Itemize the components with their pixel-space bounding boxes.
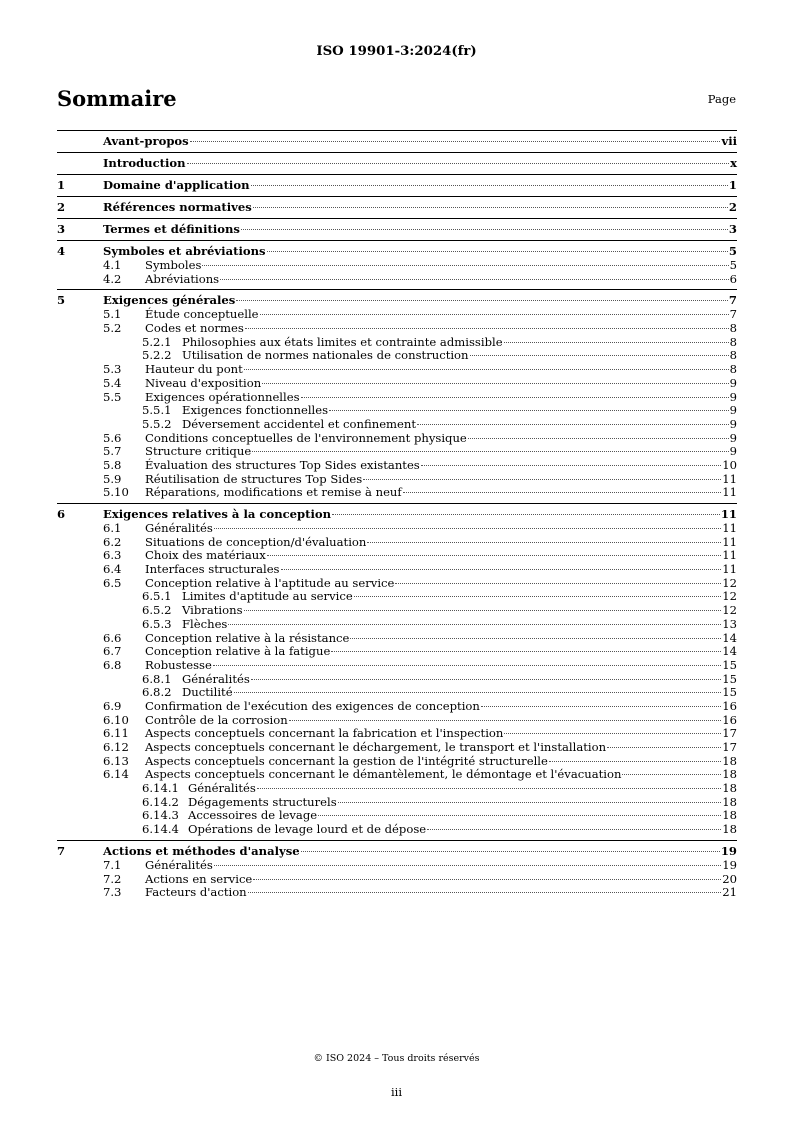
toc-entry-number: 6.1 bbox=[103, 521, 122, 535]
toc-entry[interactable] bbox=[57, 377, 737, 391]
toc-entry-number: 5.5.2 bbox=[142, 416, 172, 431]
toc-section bbox=[57, 240, 737, 289]
toc-entry-title: Introduction bbox=[103, 156, 186, 170]
toc-entry-number: 5.1 bbox=[103, 307, 122, 322]
toc-entry-page: 12 bbox=[722, 589, 737, 604]
dot-leader bbox=[214, 528, 721, 529]
toc-entry[interactable] bbox=[57, 873, 737, 887]
toc-entry-page: 14 bbox=[722, 630, 737, 645]
toc-entry[interactable] bbox=[57, 844, 737, 859]
toc-entry[interactable] bbox=[57, 673, 737, 687]
toc-entry[interactable] bbox=[57, 363, 737, 377]
toc-entry-number: 5 bbox=[57, 293, 66, 308]
toc-entry-number: 5.7 bbox=[103, 444, 122, 459]
dot-leader bbox=[367, 542, 721, 543]
toc-entry-page: 9 bbox=[729, 430, 737, 445]
toc-entry-title: Domaine d'application bbox=[103, 178, 250, 192]
toc-entry-page: 11 bbox=[720, 507, 737, 521]
toc-entry[interactable] bbox=[57, 156, 737, 171]
toc-entry[interactable] bbox=[57, 549, 737, 563]
toc-entry-page: 11 bbox=[722, 471, 737, 486]
toc-section bbox=[57, 174, 737, 196]
toc-entry-page: 6 bbox=[729, 271, 737, 286]
toc-entry-title: Aspects conceptuels concernant la gestion de l'intégrité structurelle bbox=[145, 753, 548, 768]
toc-entry-page: 18 bbox=[722, 794, 737, 809]
toc-entry-page: 8 bbox=[729, 334, 737, 349]
dot-leader bbox=[253, 207, 728, 208]
toc-entry[interactable] bbox=[57, 486, 737, 500]
toc-entry-title: Opérations de levage lourd et de dépose bbox=[188, 822, 427, 837]
toc-entry-page: 12 bbox=[722, 603, 737, 618]
toc-section bbox=[57, 289, 737, 503]
dot-leader bbox=[395, 583, 721, 584]
dot-leader bbox=[214, 865, 721, 866]
toc-entry-title: Références normatives bbox=[103, 200, 252, 214]
toc-entry-page: 17 bbox=[722, 726, 737, 741]
toc-entry-title: Exigences relatives à la conception bbox=[103, 507, 332, 521]
toc-entry-number: 3 bbox=[57, 222, 66, 236]
toc-entry-page: 2 bbox=[728, 200, 737, 214]
dot-leader bbox=[421, 465, 721, 466]
dot-leader bbox=[350, 638, 721, 639]
toc-entry-title: Avant-propos bbox=[103, 134, 189, 148]
toc-entry-number: 2 bbox=[57, 200, 66, 214]
toc-entry-title: Exigences opérationnelles bbox=[145, 389, 300, 404]
toc-entry-title: Généralités bbox=[145, 521, 213, 535]
toc-entry-number: 6.10 bbox=[103, 712, 129, 727]
toc-entry[interactable] bbox=[57, 418, 737, 432]
toc-entry-number: 5.2.2 bbox=[142, 348, 172, 363]
toc-entry-page: 1 bbox=[728, 178, 737, 192]
toc-entry-number: 6.12 bbox=[103, 740, 129, 754]
toc-entry-page: 18 bbox=[722, 808, 737, 823]
dot-leader bbox=[190, 141, 721, 142]
toc-entry-number: 6.14 bbox=[103, 767, 129, 782]
dot-leader bbox=[236, 300, 728, 301]
dot-leader bbox=[470, 355, 729, 356]
toc-entry-title: Généralités bbox=[145, 857, 213, 872]
toc-entry-title: Généralités bbox=[182, 671, 250, 686]
toc-entry-number: 5.6 bbox=[103, 430, 122, 445]
toc-entry-number: 6.5 bbox=[103, 575, 122, 590]
toc-entry[interactable] bbox=[57, 293, 737, 308]
toc-entry-title: Vibrations bbox=[182, 603, 243, 618]
dot-leader bbox=[301, 397, 729, 398]
toc-entry-title: Contrôle de la corrosion bbox=[145, 712, 288, 727]
toc-entry-title: Exigences fonctionnelles bbox=[182, 403, 329, 418]
toc-entry-page: vii bbox=[721, 134, 737, 148]
dot-leader bbox=[257, 788, 721, 789]
dot-leader bbox=[363, 479, 721, 480]
toc-entry-number: 6.5.3 bbox=[142, 616, 172, 631]
toc-entry[interactable] bbox=[57, 886, 737, 900]
toc-entry[interactable] bbox=[57, 336, 737, 350]
toc-entry-number: 5.2.1 bbox=[142, 334, 172, 349]
dot-leader bbox=[262, 383, 728, 384]
toc-entry-page: 18 bbox=[722, 822, 737, 837]
toc-entry-page: 11 bbox=[722, 534, 737, 549]
toc-entry[interactable] bbox=[57, 618, 737, 632]
toc-entry[interactable] bbox=[57, 244, 737, 259]
toc-entry-page: 5 bbox=[729, 258, 737, 272]
toc-entry-title: Aspects conceptuels concernant la fabrication et l'inspection bbox=[145, 726, 504, 741]
toc-entry-page: 18 bbox=[722, 753, 737, 768]
toc-entry[interactable] bbox=[57, 273, 737, 287]
toc-entry-number: 6.4 bbox=[103, 562, 122, 577]
dot-leader bbox=[301, 851, 720, 852]
toc-entry[interactable] bbox=[57, 859, 737, 873]
toc-entry-number: 6.11 bbox=[103, 726, 129, 741]
toc-entry-number: 6.5.1 bbox=[142, 589, 172, 604]
toc-entry-title: Exigences générales bbox=[103, 293, 236, 308]
toc-entry-title: Conception relative à la résistance bbox=[145, 630, 350, 645]
page-number: iii bbox=[390, 1085, 403, 1099]
toc-entry-title: Actions en service bbox=[145, 871, 253, 886]
toc-entry-page: 13 bbox=[722, 616, 737, 631]
toc-entry[interactable] bbox=[57, 134, 737, 149]
toc-entry[interactable] bbox=[57, 563, 737, 577]
toc-entry-page: 11 bbox=[722, 485, 737, 500]
toc-section bbox=[57, 130, 737, 152]
toc-section bbox=[57, 840, 737, 903]
toc-entry-title: Accessoires de levage bbox=[188, 808, 318, 823]
toc-entry-title: Niveau d'exposition bbox=[145, 375, 262, 390]
dot-leader bbox=[241, 229, 728, 230]
toc-entry-page: 20 bbox=[722, 871, 737, 886]
dot-leader bbox=[251, 185, 728, 186]
toc-entry[interactable] bbox=[57, 796, 737, 810]
copyright-footer: © ISO 2024 – Tous droits réservés bbox=[313, 1053, 480, 1064]
toc-entry-page: 16 bbox=[722, 698, 737, 713]
toc-entry-page: 3 bbox=[728, 222, 737, 236]
toc-entry-page: 14 bbox=[722, 644, 737, 659]
toc-entry-page: 15 bbox=[722, 685, 737, 700]
dot-leader bbox=[549, 761, 721, 762]
toc-entry-title: Confirmation de l'exécution des exigences de conception bbox=[145, 698, 480, 713]
toc-entry[interactable] bbox=[57, 809, 737, 823]
toc-entry[interactable] bbox=[57, 259, 737, 273]
toc-entry[interactable] bbox=[57, 445, 737, 459]
document-id: ISO 19901-3:2024(fr) bbox=[316, 44, 477, 59]
toc-entry-page: 19 bbox=[722, 857, 737, 872]
toc-section bbox=[57, 196, 737, 218]
toc-entry[interactable] bbox=[57, 178, 737, 193]
toc-entry-title: Réparations, modifications et remise à neuf bbox=[145, 485, 402, 500]
toc-entry-number: 6 bbox=[57, 507, 66, 521]
toc-entry[interactable] bbox=[57, 590, 737, 604]
toc-entry-number: 6.9 bbox=[103, 698, 122, 713]
toc-entry-title: Robustesse bbox=[145, 657, 212, 672]
toc-entry-number: 5.8 bbox=[103, 457, 122, 472]
toc-entry[interactable] bbox=[57, 522, 737, 536]
toc-entry-number: 6.7 bbox=[103, 644, 122, 659]
toc-section bbox=[57, 152, 737, 174]
toc-entry-page: 21 bbox=[722, 885, 737, 900]
dot-leader bbox=[504, 733, 721, 734]
toc-entry-title: Ductilité bbox=[182, 685, 233, 700]
toc-entry-page: 9 bbox=[729, 375, 737, 390]
toc-entry-title: Déversement accidentel et confinement bbox=[182, 416, 417, 431]
dot-leader bbox=[244, 610, 722, 611]
page-column-label: Page bbox=[707, 92, 736, 106]
toc-entry-title: Aspects conceptuels concernant le déchargement, le transport et l'installation bbox=[145, 740, 607, 754]
dot-leader bbox=[329, 410, 729, 411]
toc-entry[interactable] bbox=[57, 686, 737, 700]
toc-entry[interactable] bbox=[57, 604, 737, 618]
dot-leader bbox=[244, 369, 729, 370]
toc-entry-title: Aspects conceptuels concernant le démantèlement, le démontage et l'évacuation bbox=[145, 767, 622, 782]
dot-leader bbox=[403, 492, 722, 493]
toc-entry[interactable] bbox=[57, 782, 737, 796]
dot-leader bbox=[251, 679, 721, 680]
toc-entry-number: 7.3 bbox=[103, 885, 122, 900]
toc-entry-number: 5.2 bbox=[103, 321, 122, 336]
toc-entry-title: Codes et normes bbox=[145, 321, 244, 336]
toc-entry[interactable] bbox=[57, 200, 737, 215]
toc-entry-page: 9 bbox=[729, 389, 737, 404]
toc-entry-title: Choix des matériaux bbox=[145, 548, 266, 563]
toc-entry-page: 8 bbox=[729, 348, 737, 363]
toc-entry-number: 6.14.2 bbox=[142, 794, 179, 809]
dot-leader bbox=[607, 747, 721, 748]
toc-entry-page: 16 bbox=[722, 712, 737, 727]
dot-leader bbox=[318, 815, 721, 816]
toc-entry-page: 18 bbox=[722, 767, 737, 782]
toc-entry-page: 8 bbox=[729, 362, 737, 377]
toc-entry-number: 4 bbox=[57, 244, 66, 258]
toc-entry-title: Termes et définitions bbox=[103, 222, 240, 236]
toc-section bbox=[57, 503, 737, 840]
toc-entry-title: Dégagements structurels bbox=[188, 794, 337, 809]
toc-entry-page: 18 bbox=[722, 781, 737, 796]
toc-entry-page: 5 bbox=[728, 244, 737, 258]
toc-entry-title: Utilisation de normes nationales de construction bbox=[182, 348, 469, 363]
toc-entry-title: Évaluation des structures Top Sides existantes bbox=[145, 457, 420, 472]
dot-leader bbox=[331, 651, 721, 652]
toc-entry[interactable] bbox=[57, 432, 737, 446]
toc-entry-title: Flèches bbox=[182, 616, 228, 631]
dot-leader bbox=[332, 514, 720, 515]
dot-leader bbox=[252, 451, 728, 452]
toc-entry-page: 11 bbox=[722, 562, 737, 577]
toc-entry-number: 6.3 bbox=[103, 548, 122, 563]
dot-leader bbox=[260, 314, 729, 315]
dot-leader bbox=[481, 706, 721, 707]
table-of-contents bbox=[57, 130, 737, 903]
dot-leader bbox=[427, 829, 721, 830]
toc-entry-page: 10 bbox=[722, 457, 737, 472]
dot-leader bbox=[187, 163, 730, 164]
dot-leader bbox=[468, 438, 729, 439]
toc-entry-number: 5.5.1 bbox=[142, 403, 172, 418]
toc-entry-number: 6.14.4 bbox=[142, 822, 179, 837]
toc-entry-title: Conditions conceptuelles de l'environnement physique bbox=[145, 430, 467, 445]
dot-leader bbox=[248, 892, 722, 893]
toc-entry-title: Structure critique bbox=[145, 444, 252, 459]
toc-entry-number: 6.2 bbox=[103, 534, 122, 549]
toc-entry-number: 6.14.1 bbox=[142, 781, 179, 796]
toc-entry-title: Situations de conception/d'évaluation bbox=[145, 534, 367, 549]
toc-entry-number: 5.3 bbox=[103, 362, 122, 377]
toc-entry[interactable] bbox=[57, 322, 737, 336]
toc-entry-number: 1 bbox=[57, 178, 66, 192]
toc-entry[interactable] bbox=[57, 222, 737, 237]
dot-leader bbox=[281, 569, 722, 570]
dot-leader bbox=[267, 251, 728, 252]
toc-entry-title: Généralités bbox=[188, 781, 256, 796]
dot-leader bbox=[253, 879, 721, 880]
toc-entry-number: 4.2 bbox=[103, 271, 122, 286]
toc-entry-page: 7 bbox=[728, 293, 737, 308]
toc-entry-title: Actions et méthodes d'analyse bbox=[103, 843, 300, 858]
dot-leader bbox=[417, 424, 729, 425]
toc-entry-number: 7.1 bbox=[103, 857, 122, 872]
toc-entry-page: 12 bbox=[722, 575, 737, 590]
toc-entry[interactable] bbox=[57, 823, 737, 837]
page-title: Sommaire bbox=[57, 86, 177, 111]
toc-entry-page: 19 bbox=[720, 843, 737, 858]
dot-leader bbox=[213, 665, 721, 666]
toc-entry-page: x bbox=[730, 156, 737, 170]
toc-entry-number: 6.8.1 bbox=[142, 671, 172, 686]
toc-entry-page: 15 bbox=[722, 657, 737, 672]
toc-entry-title: Réutilisation de structures Top Sides bbox=[145, 471, 363, 486]
toc-entry-title: Limites d'aptitude au service bbox=[182, 589, 353, 604]
dot-leader bbox=[220, 279, 728, 280]
dot-leader bbox=[338, 802, 722, 803]
dot-leader bbox=[228, 624, 721, 625]
dot-leader bbox=[504, 342, 729, 343]
toc-entry-number: 6.13 bbox=[103, 753, 129, 768]
toc-entry[interactable] bbox=[57, 349, 737, 363]
toc-entry-title: Hauteur du pont bbox=[145, 362, 243, 377]
toc-entry[interactable] bbox=[57, 659, 737, 673]
dot-leader bbox=[354, 596, 722, 597]
toc-entry-number: 5.4 bbox=[103, 375, 122, 390]
dot-leader bbox=[267, 555, 721, 556]
toc-entry[interactable] bbox=[57, 700, 737, 714]
toc-entry-page: 17 bbox=[722, 740, 737, 754]
toc-entry-title: Conception relative à l'aptitude au service bbox=[145, 575, 395, 590]
toc-entry[interactable] bbox=[57, 727, 737, 741]
toc-entry-number: 6.6 bbox=[103, 630, 122, 645]
toc-entry-number: 7 bbox=[57, 843, 66, 858]
toc-section bbox=[57, 218, 737, 240]
toc-entry-page: 15 bbox=[722, 671, 737, 686]
toc-entry-page: 9 bbox=[729, 403, 737, 418]
toc-entry-number: 5.5 bbox=[103, 389, 122, 404]
toc-entry-title: Conception relative à la fatigue bbox=[145, 644, 331, 659]
toc-entry-number: 6.8.2 bbox=[142, 685, 172, 700]
toc-entry-number: 4.1 bbox=[103, 258, 122, 272]
toc-entry[interactable] bbox=[57, 632, 737, 646]
dot-leader bbox=[289, 720, 722, 721]
toc-entry-number: 5.10 bbox=[103, 485, 129, 500]
toc-entry-number: 7.2 bbox=[103, 871, 122, 886]
toc-entry-title: Étude conceptuelle bbox=[145, 307, 259, 322]
toc-entry-number: 6.5.2 bbox=[142, 603, 172, 618]
toc-entry-title: Philosophies aux états limites et contrainte admissible bbox=[182, 334, 503, 349]
toc-entry-number: 5.9 bbox=[103, 471, 122, 486]
toc-entry-page: 11 bbox=[722, 521, 737, 535]
toc-entry-title: Abréviations bbox=[145, 271, 220, 286]
toc-entry-number: 6.8 bbox=[103, 657, 122, 672]
toc-entry-page: 8 bbox=[729, 321, 737, 336]
toc-entry[interactable] bbox=[57, 755, 737, 769]
toc-entry[interactable] bbox=[57, 714, 737, 728]
toc-entry-title: Symboles et abréviations bbox=[103, 244, 266, 258]
toc-entry[interactable] bbox=[57, 308, 737, 322]
dot-leader bbox=[245, 328, 729, 329]
toc-entry[interactable] bbox=[57, 645, 737, 659]
dot-leader bbox=[202, 265, 728, 266]
toc-entry[interactable] bbox=[57, 768, 737, 782]
toc-entry-page: 7 bbox=[729, 307, 737, 322]
toc-entry-page: 9 bbox=[729, 416, 737, 431]
toc-entry-title: Interfaces structurales bbox=[145, 562, 280, 577]
toc-entry[interactable] bbox=[57, 404, 737, 418]
toc-entry[interactable] bbox=[57, 507, 737, 522]
dot-leader bbox=[622, 774, 721, 775]
toc-entry[interactable] bbox=[57, 391, 737, 405]
toc-entry[interactable] bbox=[57, 459, 737, 473]
toc-entry-title: Symboles bbox=[145, 258, 202, 272]
toc-entry[interactable] bbox=[57, 741, 737, 755]
toc-entry[interactable] bbox=[57, 577, 737, 591]
toc-entry-page: 9 bbox=[729, 444, 737, 459]
toc-entry-number: 6.14.3 bbox=[142, 808, 179, 823]
toc-entry[interactable] bbox=[57, 473, 737, 487]
toc-entry[interactable] bbox=[57, 536, 737, 550]
toc-entry-page: 11 bbox=[722, 548, 737, 563]
dot-leader bbox=[234, 692, 722, 693]
toc-entry-title: Facteurs d'action bbox=[145, 885, 247, 900]
